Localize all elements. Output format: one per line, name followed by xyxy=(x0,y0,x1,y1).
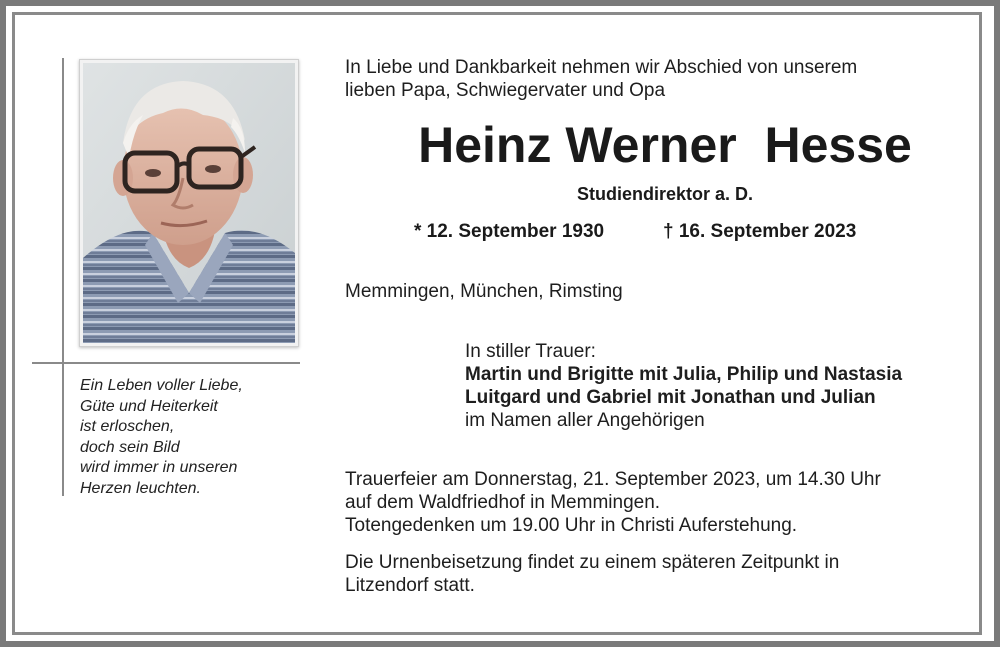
funeral-line: Trauerfeier am Donnerstag, 21. September 2023, um 14.30 Uhr xyxy=(345,469,881,490)
mourners-family: Martin und Brigitte mit Julia, Philip und Nastasia xyxy=(465,364,903,385)
portrait-photo xyxy=(79,59,299,347)
mourners-family: Luitgard und Gabriel mit Jonathan und Julian xyxy=(465,387,876,408)
places-text: Memmingen, München, Rimsting xyxy=(345,281,623,302)
urn-line: Die Urnenbeisetzung findet zu einem späteren Zeitpunkt in xyxy=(345,552,840,573)
memorial-quote xyxy=(80,376,300,499)
intro-text xyxy=(345,56,857,102)
deceased-name: Heinz Werner Hesse xyxy=(418,117,912,173)
deceased-title: Studiendirektor a. D. xyxy=(576,184,754,204)
quote-line: ist erloschen, xyxy=(80,418,175,435)
urn-line: Litzendorf statt. xyxy=(345,575,475,596)
horizontal-divider xyxy=(32,362,300,364)
quote-line: Güte und Heiterkeit xyxy=(80,397,218,415)
mourners-closing: im Namen aller Angehörigen xyxy=(465,410,705,431)
urn-burial-details xyxy=(345,551,839,597)
death-date: † 16. September 2023 xyxy=(663,221,857,242)
quote-line: Herzen leuchten. xyxy=(80,479,201,497)
vertical-divider xyxy=(62,58,64,496)
portrait-illustration xyxy=(83,63,295,343)
quote-line: doch sein Bild xyxy=(80,438,180,456)
intro-line: lieben Papa, Schwiegervater und Opa xyxy=(345,80,666,101)
funeral-line: Totengedenken um 19.00 Uhr in Christi Auferstehung. xyxy=(345,515,798,536)
funeral-line: auf dem Waldfriedhof in Memmingen. xyxy=(345,492,661,513)
quote-line: wird immer in unseren xyxy=(80,459,238,476)
funeral-details xyxy=(345,468,881,537)
obituary-notice xyxy=(6,6,994,641)
quote-line: Ein Leben voller Liebe, xyxy=(80,377,243,394)
intro-line: In Liebe und Dankbarkeit nehmen wir Abschied von unserem xyxy=(345,57,858,78)
birth-date: * 12. September 1930 xyxy=(414,221,605,242)
mourners-heading: In stiller Trauer: xyxy=(465,341,596,362)
mourners-block xyxy=(465,340,902,432)
